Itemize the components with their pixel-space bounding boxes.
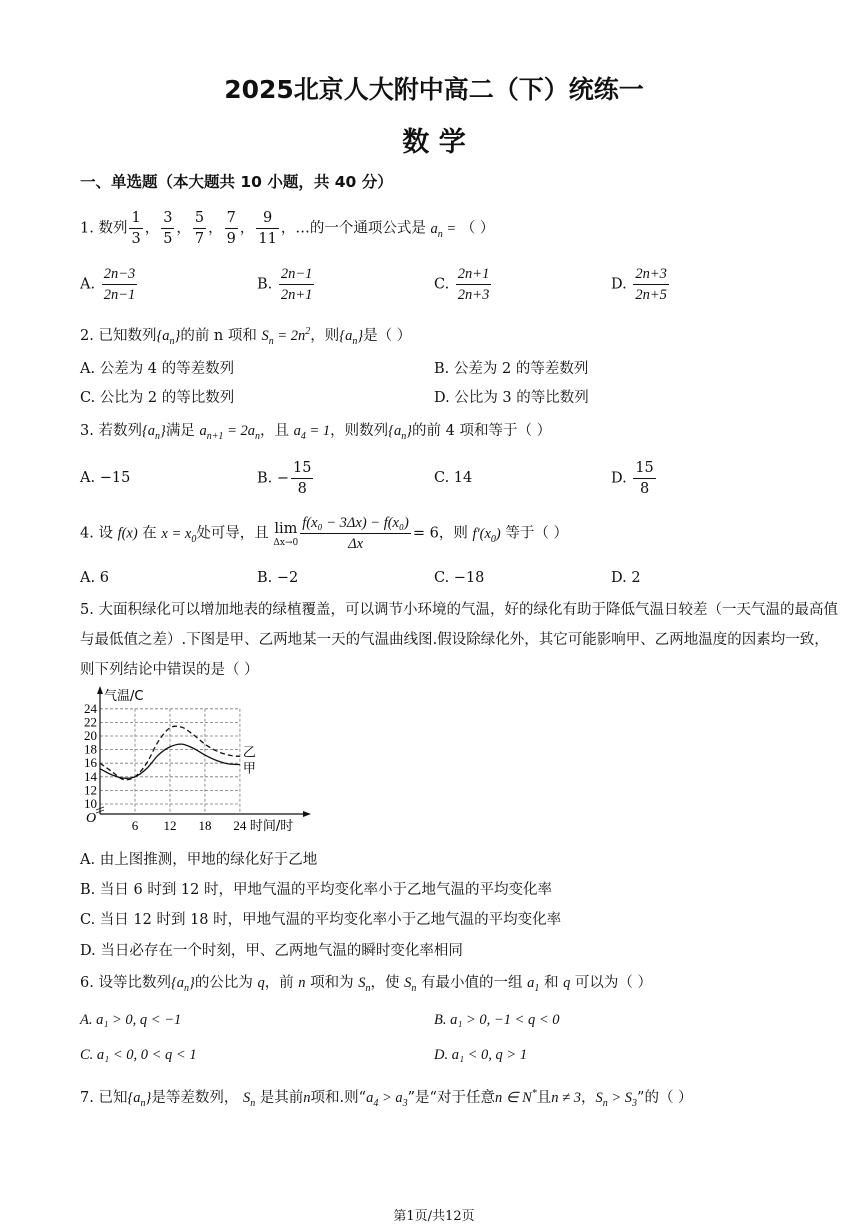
question-6: 6. 设等比数列$\{a_n\}$的公比为 q，前 n 项和为 $S_n$，使 $S_n$ 有最小值的一组 $a_1$ 和 q 可以为（ ）: [80, 975, 653, 994]
y-tick-label: 14: [84, 768, 97, 784]
q1-frac-3: $\frac{5}{7}$: [194, 210, 205, 247]
q4-fraction: $\frac{\text{f(x₀ − 3Δx) − f(x₀)}}{\Delta x}$: [302, 515, 409, 552]
q2-option-b: B. 公差为 2 的等差数列: [434, 361, 589, 377]
q1-frac-5: $\frac{9}{11}$: [258, 210, 277, 247]
q3-option-b: B. − $\frac{15}{8}$: [257, 460, 312, 497]
x-tick-label: 12: [163, 818, 177, 833]
chart-labels: [84, 689, 293, 834]
q1-option-a: A. $\frac{2n-3}{2n-1}$: [80, 266, 136, 303]
q4-option-c: C. −18: [434, 570, 485, 586]
q5-option-c: C. 当日 12 时到 18 时，甲地气温的平均变化率小于乙地气温的平均变化率: [80, 912, 562, 928]
q1-an: $a_n$ =: [430, 220, 457, 240]
question-3: 3. 若数列$\{a_n\}$满足 $a_{n+1} = 2a_n$，且 $a_4 = 1$，则数列$\{a_n\}$的前 4 项和等于（ ）: [80, 423, 552, 442]
x-tick-label: 6: [131, 818, 139, 833]
y-tick-label: 24: [84, 700, 97, 716]
q1-suffix: ，…的一个通项公式是: [280, 220, 426, 237]
q2-option-d: D. 公比为 3 的等比数列: [434, 390, 589, 406]
chart-axes: [96, 686, 311, 817]
q5-option-d: D. 当日必存在一个时刻，甲、乙两地气温的瞬时变化率相同: [80, 943, 463, 959]
x-tick-label: 24: [233, 818, 247, 833]
origin-label: O: [86, 811, 97, 826]
q1-option-b: B. $\frac{2n-1}{2n+1}$: [257, 266, 313, 303]
x-axis-arrow: [303, 811, 311, 817]
q4-option-a: A. 6: [80, 570, 109, 586]
page-title: 2025北京人大附中高二（下）统练一: [224, 75, 644, 104]
y-tick-label: 16: [84, 755, 97, 771]
q5-option-b: B. 当日 6 时到 12 时，甲地气温的平均变化率小于乙地气温的平均变化率: [80, 882, 552, 898]
x-axis-label: 时间/时: [249, 819, 294, 834]
q4-option-b: B. −2: [257, 570, 299, 586]
y-tick-label: 12: [84, 782, 97, 798]
q1-frac-2: $\frac{3}{5}$: [163, 210, 173, 247]
q3-option-d: D. $\frac{15}{8}$: [611, 460, 654, 497]
q5-option-a: A. 由上图推测，甲地的绿化好于乙地: [80, 852, 318, 868]
question-2: 2. 已知数列$\{a_n\}$的前 n 项和 $S_n = 2n^2$，则$\{a_n\}$是（ ）: [80, 326, 412, 347]
q1-frac-1: $\frac{1}{3}$: [131, 210, 141, 247]
q4-option-d: D. 2: [611, 570, 641, 586]
q1-ask: （ ）: [460, 220, 495, 237]
q4-limit: lim Δx→0: [273, 520, 299, 548]
temperature-chart: [75, 686, 335, 836]
y-axis-arrow: [97, 686, 103, 694]
q6-option-c: C. a₁ < 0, 0 < q < 1: [80, 1047, 197, 1063]
question-1: 1. 数列 $\frac{1}{3}$ ， $\frac{3}{5}$ ， $\frac{5}{7}$ ， $\frac{7}{9}$ ， $\frac{9}{11}$ ，…的一个通项公式是 $a_n$ = （ ）: [80, 210, 495, 247]
y-axis-label: 气温/C: [104, 689, 144, 704]
series-label: 甲: [242, 761, 256, 777]
section-heading: 一、单选题（本大题共 10 小题，共 40 分）: [80, 173, 393, 191]
y-tick-label: 18: [84, 741, 97, 757]
q3-option-a: A. −15: [80, 470, 131, 486]
q3-option-c: C. 14: [434, 470, 473, 486]
y-tick-label: 20: [84, 728, 97, 743]
q6-option-a: A. a₁ > 0, q < −1: [80, 1012, 182, 1028]
page-footer: 第1页/共12页: [393, 1209, 475, 1224]
question-7: 7. 已知$\{a_n\}$是等差数列， $S_n$ 是其前n项和.则“$a_4 > a_3$”是“对于任意n ∈ N*且n ≠ 3，$S_n > S_3$”的（ ）: [80, 1088, 693, 1109]
y-tick-label: 10: [84, 796, 97, 811]
x-tick-label: 18: [198, 818, 212, 833]
q1-option-c: C. $\frac{2n+1}{2n+3}$: [434, 266, 490, 303]
subject-title: 数 学: [402, 127, 466, 158]
question-4: 4. 设 f(x) 在 $x = x_0$处可导，且 lim Δx→0 $\frac{\text{f(x₀ − 3Δx) − f(x₀)}}{\Delta x}$ = 6，则 $f'(x_0)$ 等于（ ）: [80, 515, 568, 552]
q6-option-d: D. a₁ < 0, q > 1: [434, 1047, 528, 1063]
q2-option-a: A. 公差为 4 的等差数列: [80, 361, 235, 377]
q1-frac-4: $\frac{7}{9}$: [226, 210, 236, 247]
question-5: 5. 大面积绿化可以增加地表的绿植覆盖，可以调节小环境的气温，好的绿化有助于降低气温日较差（一天气温的最高值与最低值之差）.下图是甲、乙两地某一天的气温曲线图.假设除绿化外，其它可能影响甲、乙两地温度的因素均一致，则下列结论中错误的是（ ）: [80, 602, 838, 678]
q1-option-d: D. $\frac{2n+3}{2n+5}$: [611, 266, 667, 303]
q1-prefix: 1. 数列: [80, 220, 128, 237]
q2-option-c: C. 公比为 2 的等比数列: [80, 390, 235, 406]
y-tick-label: 22: [84, 714, 97, 730]
q6-option-b: B. a₁ > 0, −1 < q < 0: [434, 1012, 560, 1028]
series-label: 乙: [242, 745, 256, 761]
